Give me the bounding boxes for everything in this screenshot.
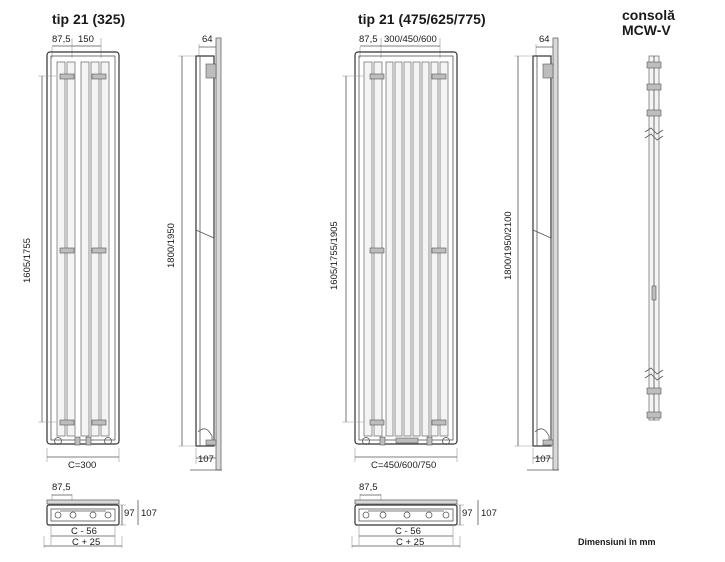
dim-right-64: 64 [539, 34, 550, 45]
dim-plan-left-c-56: C - 56 [71, 526, 97, 537]
dim-left-64: 64 [202, 34, 213, 45]
title-console-line1: consolă [622, 7, 675, 23]
console-mcw-v [645, 56, 663, 420]
title-tip21-multi: tip 21 (475/625/775) [358, 11, 486, 27]
dim-plan-left-97: 97 [124, 508, 135, 519]
dim-right-107: 107 [535, 454, 551, 465]
plan-view-325 [44, 482, 157, 548]
dim-plan-left-107: 107 [141, 508, 157, 519]
dim-plan-right-c-25: C + 25 [396, 537, 425, 548]
footer-note-dimensions: Dimensiuni în mm [578, 537, 656, 547]
front-view-325 [22, 34, 119, 471]
dim-right-300-450-600: 300/450/600 [384, 34, 437, 45]
dim-plan-right-107: 107 [481, 508, 497, 519]
dim-left-1800-1950: 1800/1950 [166, 223, 177, 268]
plan-view-multi [352, 482, 497, 548]
dim-left-c300: C=300 [68, 460, 97, 471]
dim-left-150: 150 [78, 34, 94, 45]
dim-left-107: 107 [198, 454, 214, 465]
dim-plan-right-87-5: 87,5 [359, 482, 378, 493]
dim-right-c-width: C=450/600/750 [371, 460, 437, 471]
dim-right-1800-1950-2100: 1800/1950/2100 [503, 211, 514, 280]
front-view-multi [329, 34, 457, 471]
dim-plan-left-87-5: 87,5 [52, 482, 71, 493]
dim-left-87-5: 87,5 [52, 34, 71, 45]
dim-right-87-5: 87,5 [359, 34, 378, 45]
dim-plan-right-97: 97 [462, 508, 473, 519]
dim-right-1605-1755-1905: 1605/1755/1905 [329, 221, 340, 290]
title-console-line2: MCW-V [622, 22, 671, 38]
dim-left-1605-1755: 1605/1755 [22, 238, 33, 283]
title-tip21-325: tip 21 (325) [52, 11, 126, 27]
side-view-325 [166, 34, 222, 470]
dim-plan-right-c-56: C - 56 [395, 526, 421, 537]
side-view-multi [503, 34, 559, 470]
dim-plan-left-c-25: C + 25 [72, 537, 101, 548]
